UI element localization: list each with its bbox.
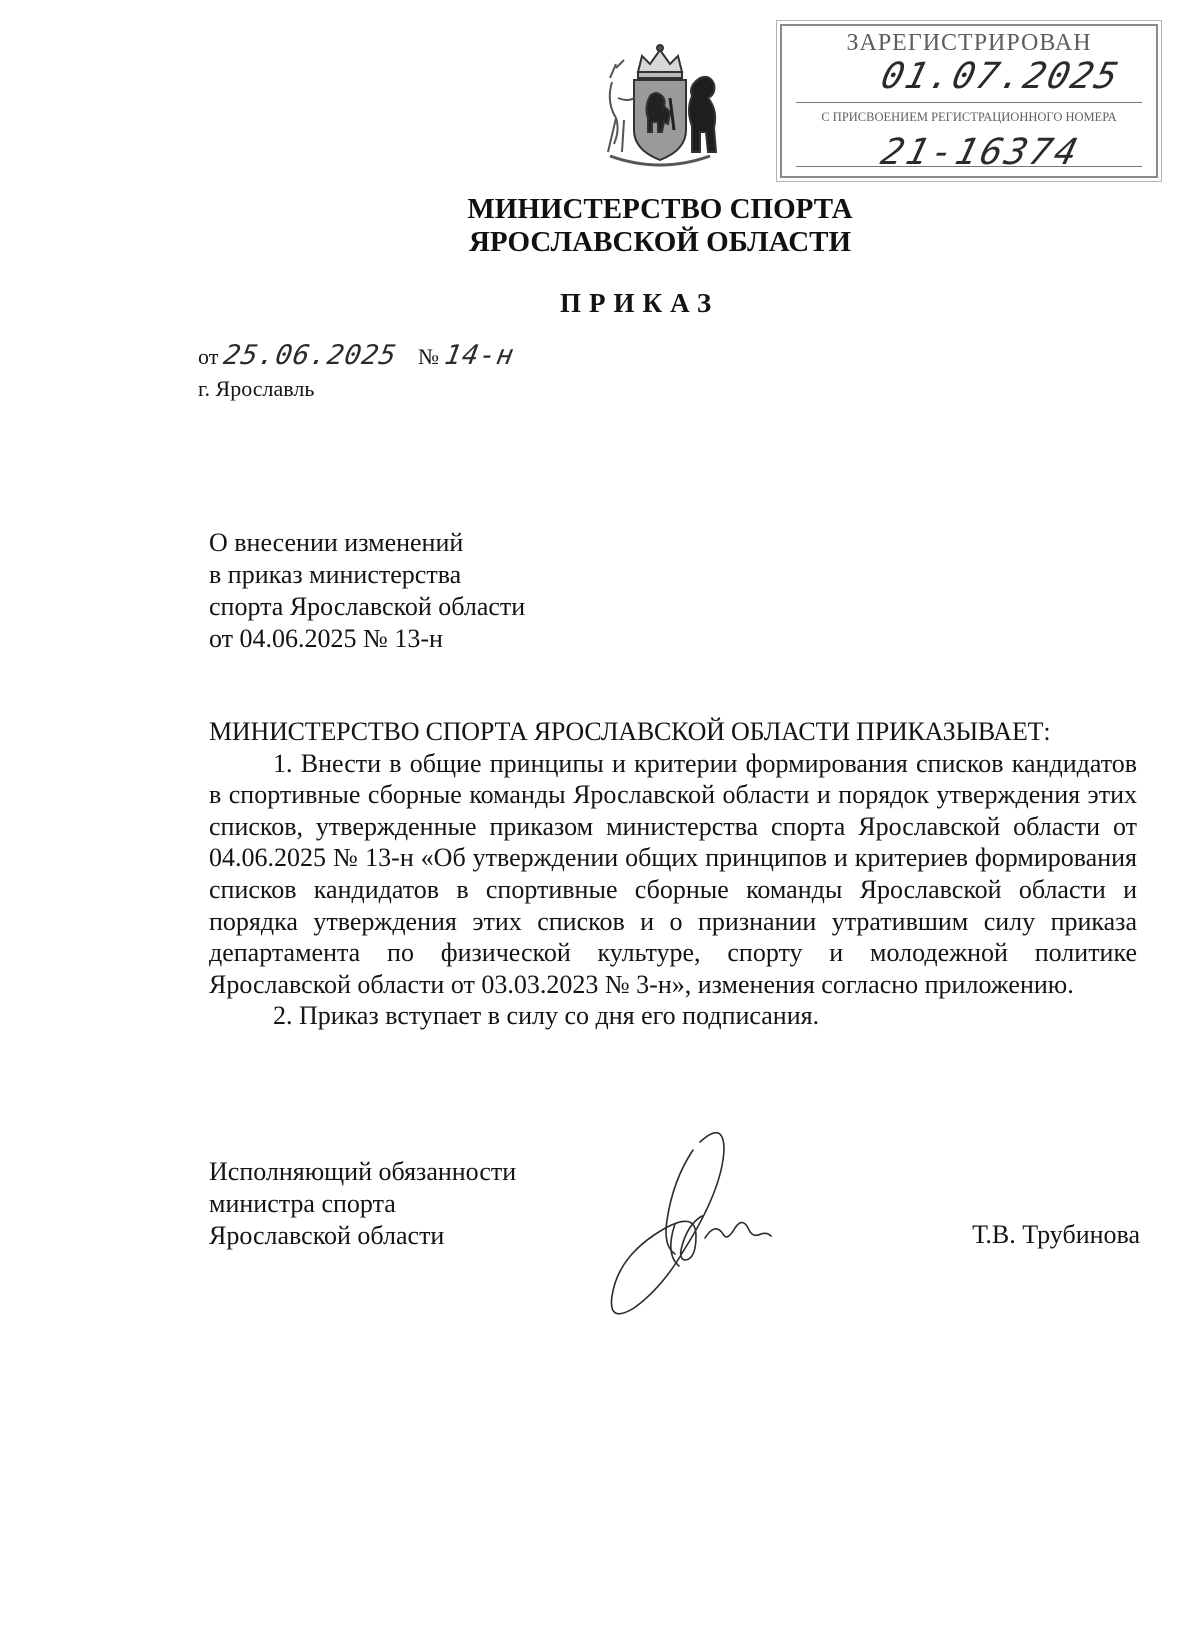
- item-1: 1. Внести в общие принципы и критерии формирования списков кандидатов в спортивные сборные команды Ярославской области и порядок утверждения этих списков, утвержденные приказом министерства спорта Ярославской области от 04.06.2025 № 13-н «Об утверждении общих принципов и критериев формирования списков кандидатов в спортивные сборные команды Ярославской области и порядка утверждения этих списков и о признании утратившим силу приказа департамента по физической культуре, спорту и молодежной политике Ярославской области от 03.03.2023 № 3-н», изменения согласно приложению.: [209, 748, 1137, 999]
- order-date: [198, 340, 400, 371]
- stamp-registration-number: 21-16374: [876, 132, 1085, 173]
- position-line-3: Ярославской области: [209, 1221, 445, 1250]
- document-type: ПРИКАЗ: [560, 288, 720, 318]
- number-value: 14-н: [441, 340, 517, 371]
- signatory-name: Т.В. Трубинова: [972, 1220, 1140, 1249]
- subject-line-3: спорта Ярославской области: [209, 592, 526, 621]
- position-line-1: Исполняющий обязанности: [209, 1157, 517, 1186]
- handwritten-signature-icon: [605, 1120, 795, 1320]
- date-label: от: [198, 344, 219, 369]
- position-line-2: министра спорта: [209, 1189, 396, 1218]
- date-value: 25.06.2025: [221, 340, 400, 371]
- yaroslavl-coat-of-arms-icon: [590, 38, 730, 178]
- ministry-name: [380, 193, 940, 259]
- stamp-number-line: [796, 166, 1142, 167]
- ministry-line-2: ЯРОСЛАВСКОЙ ОБЛАСТИ: [468, 226, 852, 258]
- subject-line-4: от 04.06.2025 № 13-н: [209, 624, 443, 653]
- order-subject: [209, 527, 525, 655]
- number-label: №: [418, 344, 439, 369]
- stamp-title: ЗАРЕГИСТРИРОВАН: [846, 30, 1092, 56]
- stamp-date: 01.07.2025: [876, 56, 1124, 97]
- stamp-subtitle: С ПРИСВОЕНИЕМ РЕГИСТРАЦИОННОГО НОМЕРА: [821, 110, 1117, 124]
- registration-stamp: [780, 24, 1158, 178]
- ministry-line-1: МИНИСТЕРСТВО СПОРТА: [467, 193, 853, 225]
- signatory-position: [209, 1156, 516, 1252]
- order-body: [209, 716, 1137, 1032]
- subject-line-2: в приказ министерства: [209, 560, 462, 589]
- item-2: 2. Приказ вступает в силу со дня его подписания.: [273, 1001, 820, 1031]
- subject-line-1: О внесении изменений: [209, 528, 464, 557]
- stamp-date-line: [796, 102, 1142, 103]
- city: г. Ярославль: [198, 376, 315, 401]
- preamble: МИНИСТЕРСТВО СПОРТА ЯРОСЛАВСКОЙ ОБЛАСТИ ПРИКАЗЫВАЕТ:: [209, 717, 1051, 746]
- order-number: [418, 340, 517, 371]
